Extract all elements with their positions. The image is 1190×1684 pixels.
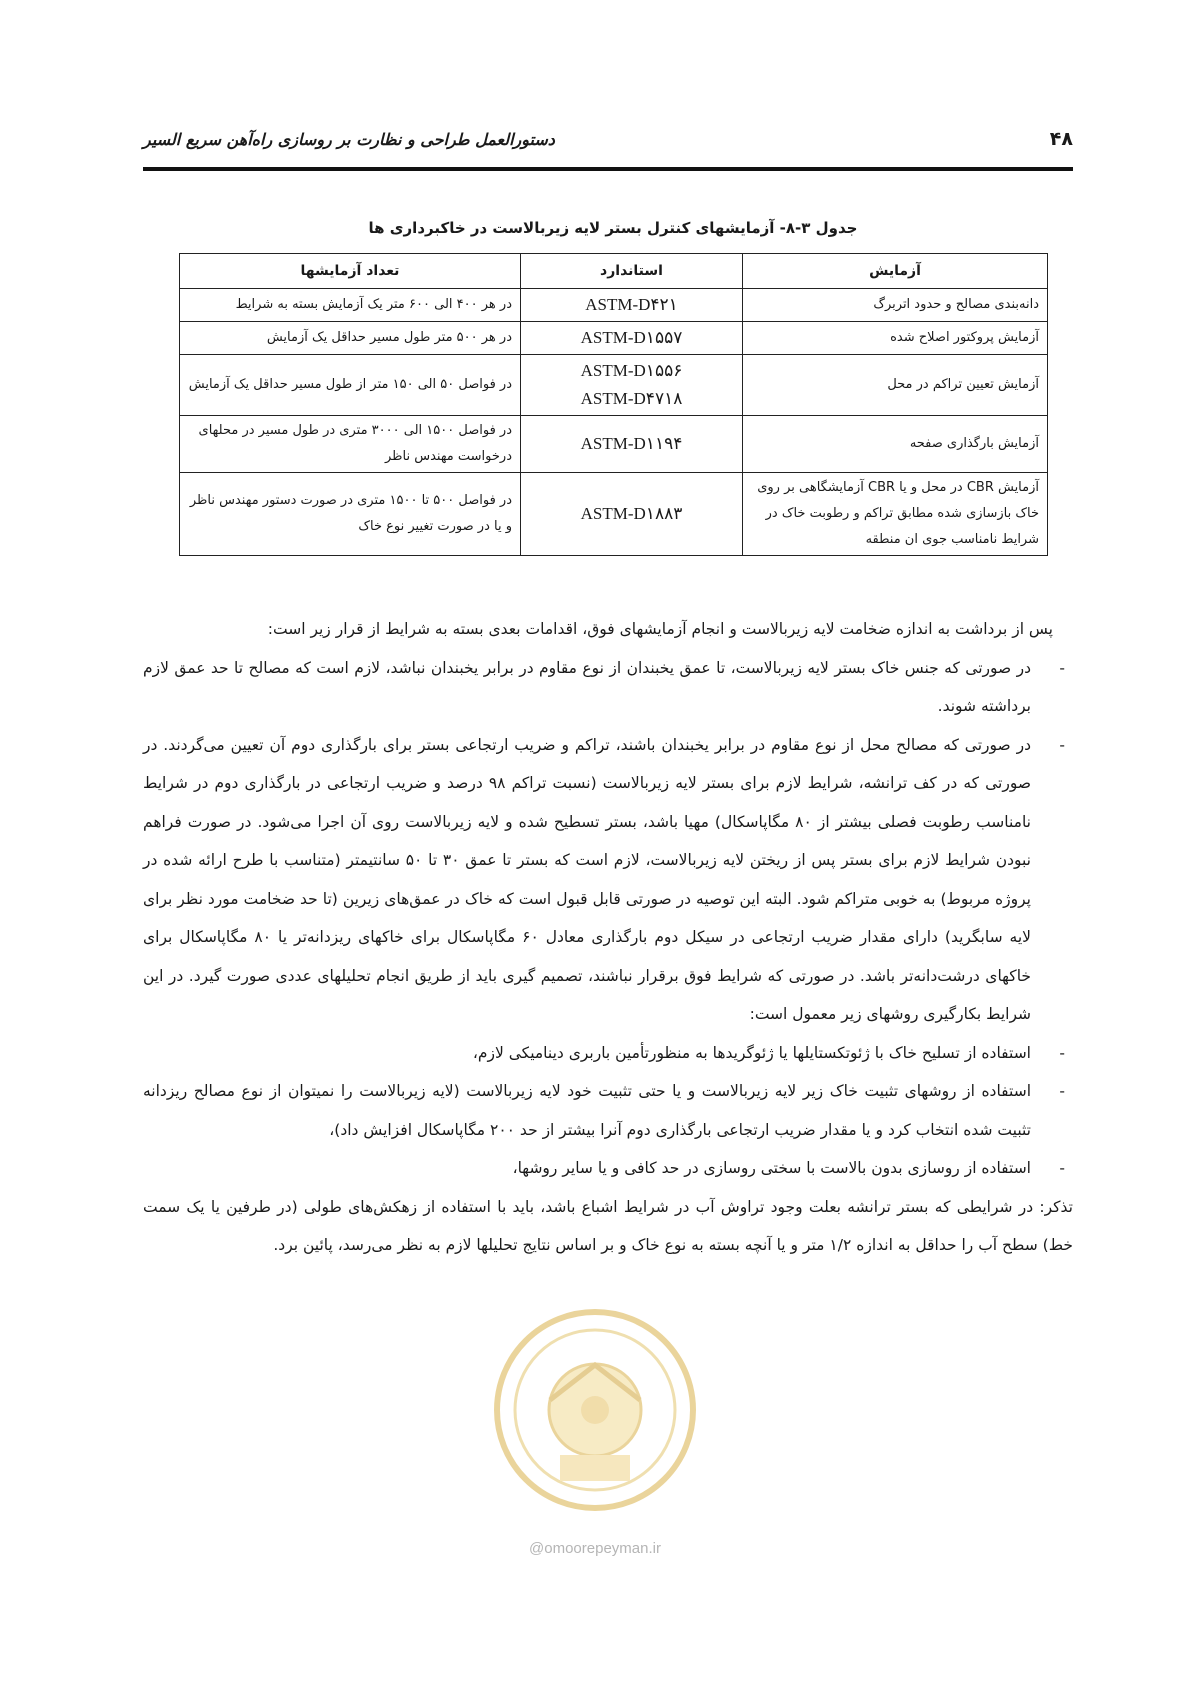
table-row — [180, 289, 1048, 322]
standard-code: ASTM-D۴۲۱ — [585, 295, 678, 314]
header-rule — [143, 167, 1073, 171]
header-test: آزمایش — [743, 254, 1048, 289]
watermark-seal-icon — [490, 1305, 700, 1525]
standard-code: ASTM-D۱۵۵۷ — [580, 328, 683, 347]
tests-table — [179, 253, 1048, 556]
table-row — [180, 355, 1048, 416]
cell-count: در فواصل ۵۰ الی ۱۵۰ متر از طول مسیر حداقل یک آزمایش — [180, 355, 521, 416]
table-row — [180, 473, 1048, 556]
standard-code: ASTM-D۱۸۸۳ — [580, 504, 683, 523]
bullet-text: استفاده از تسلیح خاک با ژئوتکستایلها یا ژئوگریدها به منظورتأمین باربری دینامیکی لازم، — [472, 1043, 1031, 1062]
bullet-item — [143, 649, 1073, 726]
cell-count: در هر ۴۰۰ الی ۶۰۰ متر یک آزمایش بسته به شرایط — [180, 289, 521, 322]
page-number: ۴۸ — [1049, 128, 1073, 150]
sub-bullet-item — [143, 1072, 1073, 1149]
header-standard: استاندارد — [521, 254, 743, 289]
table-header-row — [180, 254, 1048, 289]
cell-count: در فواصل ۵۰۰ تا ۱۵۰۰ متری در صورت دستور مهندس ناظر و یا در صورت تغییر نوع خاک — [180, 473, 521, 556]
table-row — [180, 416, 1048, 473]
bullet-text: استفاده از روسازی بدون بالاست با سختی روسازی در حد کافی و یا سایر روشها، — [512, 1159, 1031, 1177]
table-caption: جدول ۳-۸- آزمایشهای کنترل بستر لایه زیربالاست در خاکبرداری ها — [368, 219, 858, 237]
watermark-url: @omoorepeyman.ir — [529, 1540, 661, 1557]
standard-code: ASTM-D۴۷۱۸ — [580, 389, 683, 408]
cell-test: آزمایش پروکتور اصلاح شده — [743, 322, 1048, 355]
cell-standard — [521, 355, 743, 416]
cell-standard — [521, 289, 743, 322]
dash-bullet-icon: - — [1059, 1159, 1065, 1177]
bullet-text: در صورتی که مصالح محل از نوع مقاوم در برابر یخبندان باشند، تراکم و ضریب ارتجاعی بستر برای بارگذاری دوم آن تعیین می‌گردند. در صورتی که در کف ترانشه، شرایط لازم برای بستر لایه زیربالاست (نسبت تراکم ۹۸ درصد و ضریب ارتجاعی در بارگذاری دوم در شرایط نامناسب رطوبت فصلی بیشتر از ۸۰ مگاپاسکال) مهیا باشد، بستر تسطیح شده و لایه زیربالاست روی آن اجرا می‌شود. در صورت فراهم نبودن شرایط لازم برای بستر پس از ریختن لایه زیربالاست، لازم است که بستر تا عمق ۳۰ تا ۵۰ سانتیمتر (متناسب با طرح ارائه شده در پروژه مربوط) به خوبی متراکم شود. البته این توصیه در صورتی قابل قبول است که خاک در عمق‌های زیرین (تا حد ضخامت مورد نظر برای لایه سابگرید) دارای مقدار ضریب ارتجاعی در سیکل دوم بارگذاری معادل ۶۰ مگاپاسکال برای خاکهای ریزدانه‌تر یا ۸۰ مگاپاسکال برای خاکهای درشت‌دانه‌تر باشد. در صورتی که شرایط فوق برقرار نباشند، تصمیم گیری باید از طریق انجام تحلیلهای عددی صورت گیرد. در این شرایط بکارگیری روشهای زیر معمول است: — [143, 735, 1031, 1023]
sub-bullet-item — [143, 1149, 1073, 1188]
running-title: دستورالعمل طراحی و نظارت بر روسازی راه‌آهن سریع السیر — [143, 130, 555, 149]
cell-standard — [521, 416, 743, 473]
cell-test: آزمایش تعیین تراکم در محل — [743, 355, 1048, 416]
cell-test: دانه‌بندی مصالح و حدود اتربرگ — [743, 289, 1048, 322]
intro-paragraph: پس از برداشت به اندازه ضخامت لایه زیربالاست و انجام آزمایشهای فوق، اقدامات بعدی بسته به شرایط از قرار زیر است: — [267, 620, 1053, 638]
cell-count: در فواصل ۱۵۰۰ الی ۳۰۰۰ متری در طول مسیر در محلهای درخواست مهندس ناظر — [180, 416, 521, 473]
cell-count: در هر ۵۰۰ متر طول مسیر حداقل یک آزمایش — [180, 322, 521, 355]
cell-standard — [521, 322, 743, 355]
dash-bullet-icon: - — [1059, 735, 1065, 754]
cell-test: آزمایش CBR در محل و یا CBR آزمایشگاهی بر روی خاک بازسازی شده مطابق تراکم و رطوبت خاک در شرایط نامناسب جوی ان منطقه — [743, 473, 1048, 556]
note-paragraph: تذکر: در شرایطی که بستر ترانشه بعلت وجود تراوش آب در شرایط اشباع باشد، باید با استفاده از زهکش‌های طولی (در طرفین یا یک سمت خط) سطح آب را حداقل به اندازه ۱/۲ متر و یا آنچه بسته به نوع خاک و بر اساس نتایج تحلیلها لازم به نظر می‌رسد، پائین برد. — [143, 1197, 1073, 1254]
cell-test: آزمایش بارگذاری صفحه — [743, 416, 1048, 473]
header-count: تعداد آزمایشها — [180, 254, 521, 289]
body-text — [143, 610, 1073, 1265]
running-header — [143, 124, 1073, 158]
standard-code: ASTM-D۱۱۹۴ — [580, 434, 683, 453]
dash-bullet-icon: - — [1059, 1082, 1065, 1100]
cell-standard — [521, 473, 743, 556]
sub-bullet-item — [143, 1034, 1073, 1073]
bullet-text: در صورتی که جنس خاک بستر لایه زیربالاست، تا عمق یخبندان از نوع مقاوم در برابر یخبندان نباشد، لازم است که مصالح تا حد عمق لازم برداشته شوند. — [143, 658, 1031, 715]
dash-bullet-icon: - — [1059, 658, 1065, 677]
bullet-item — [143, 726, 1073, 1034]
table-row — [180, 322, 1048, 355]
dash-bullet-icon: - — [1059, 1043, 1065, 1062]
standard-code: ASTM-D۱۵۵۶ — [580, 361, 683, 380]
bullet-text: استفاده از روشهای تثبیت خاک زیر لایه زیربالاست و یا حتی تثبیت خود لایه زیربالاست (لایه زیربالاست را نمیتوان از نوع مصالح ریزدانه تثبیت شده انتخاب کرد و یا مقدار ضریب ارتجاعی بارگذاری دوم آنرا بیشتر از حد ۲۰۰ مگاپاسکال افزایش داد)، — [143, 1082, 1031, 1139]
